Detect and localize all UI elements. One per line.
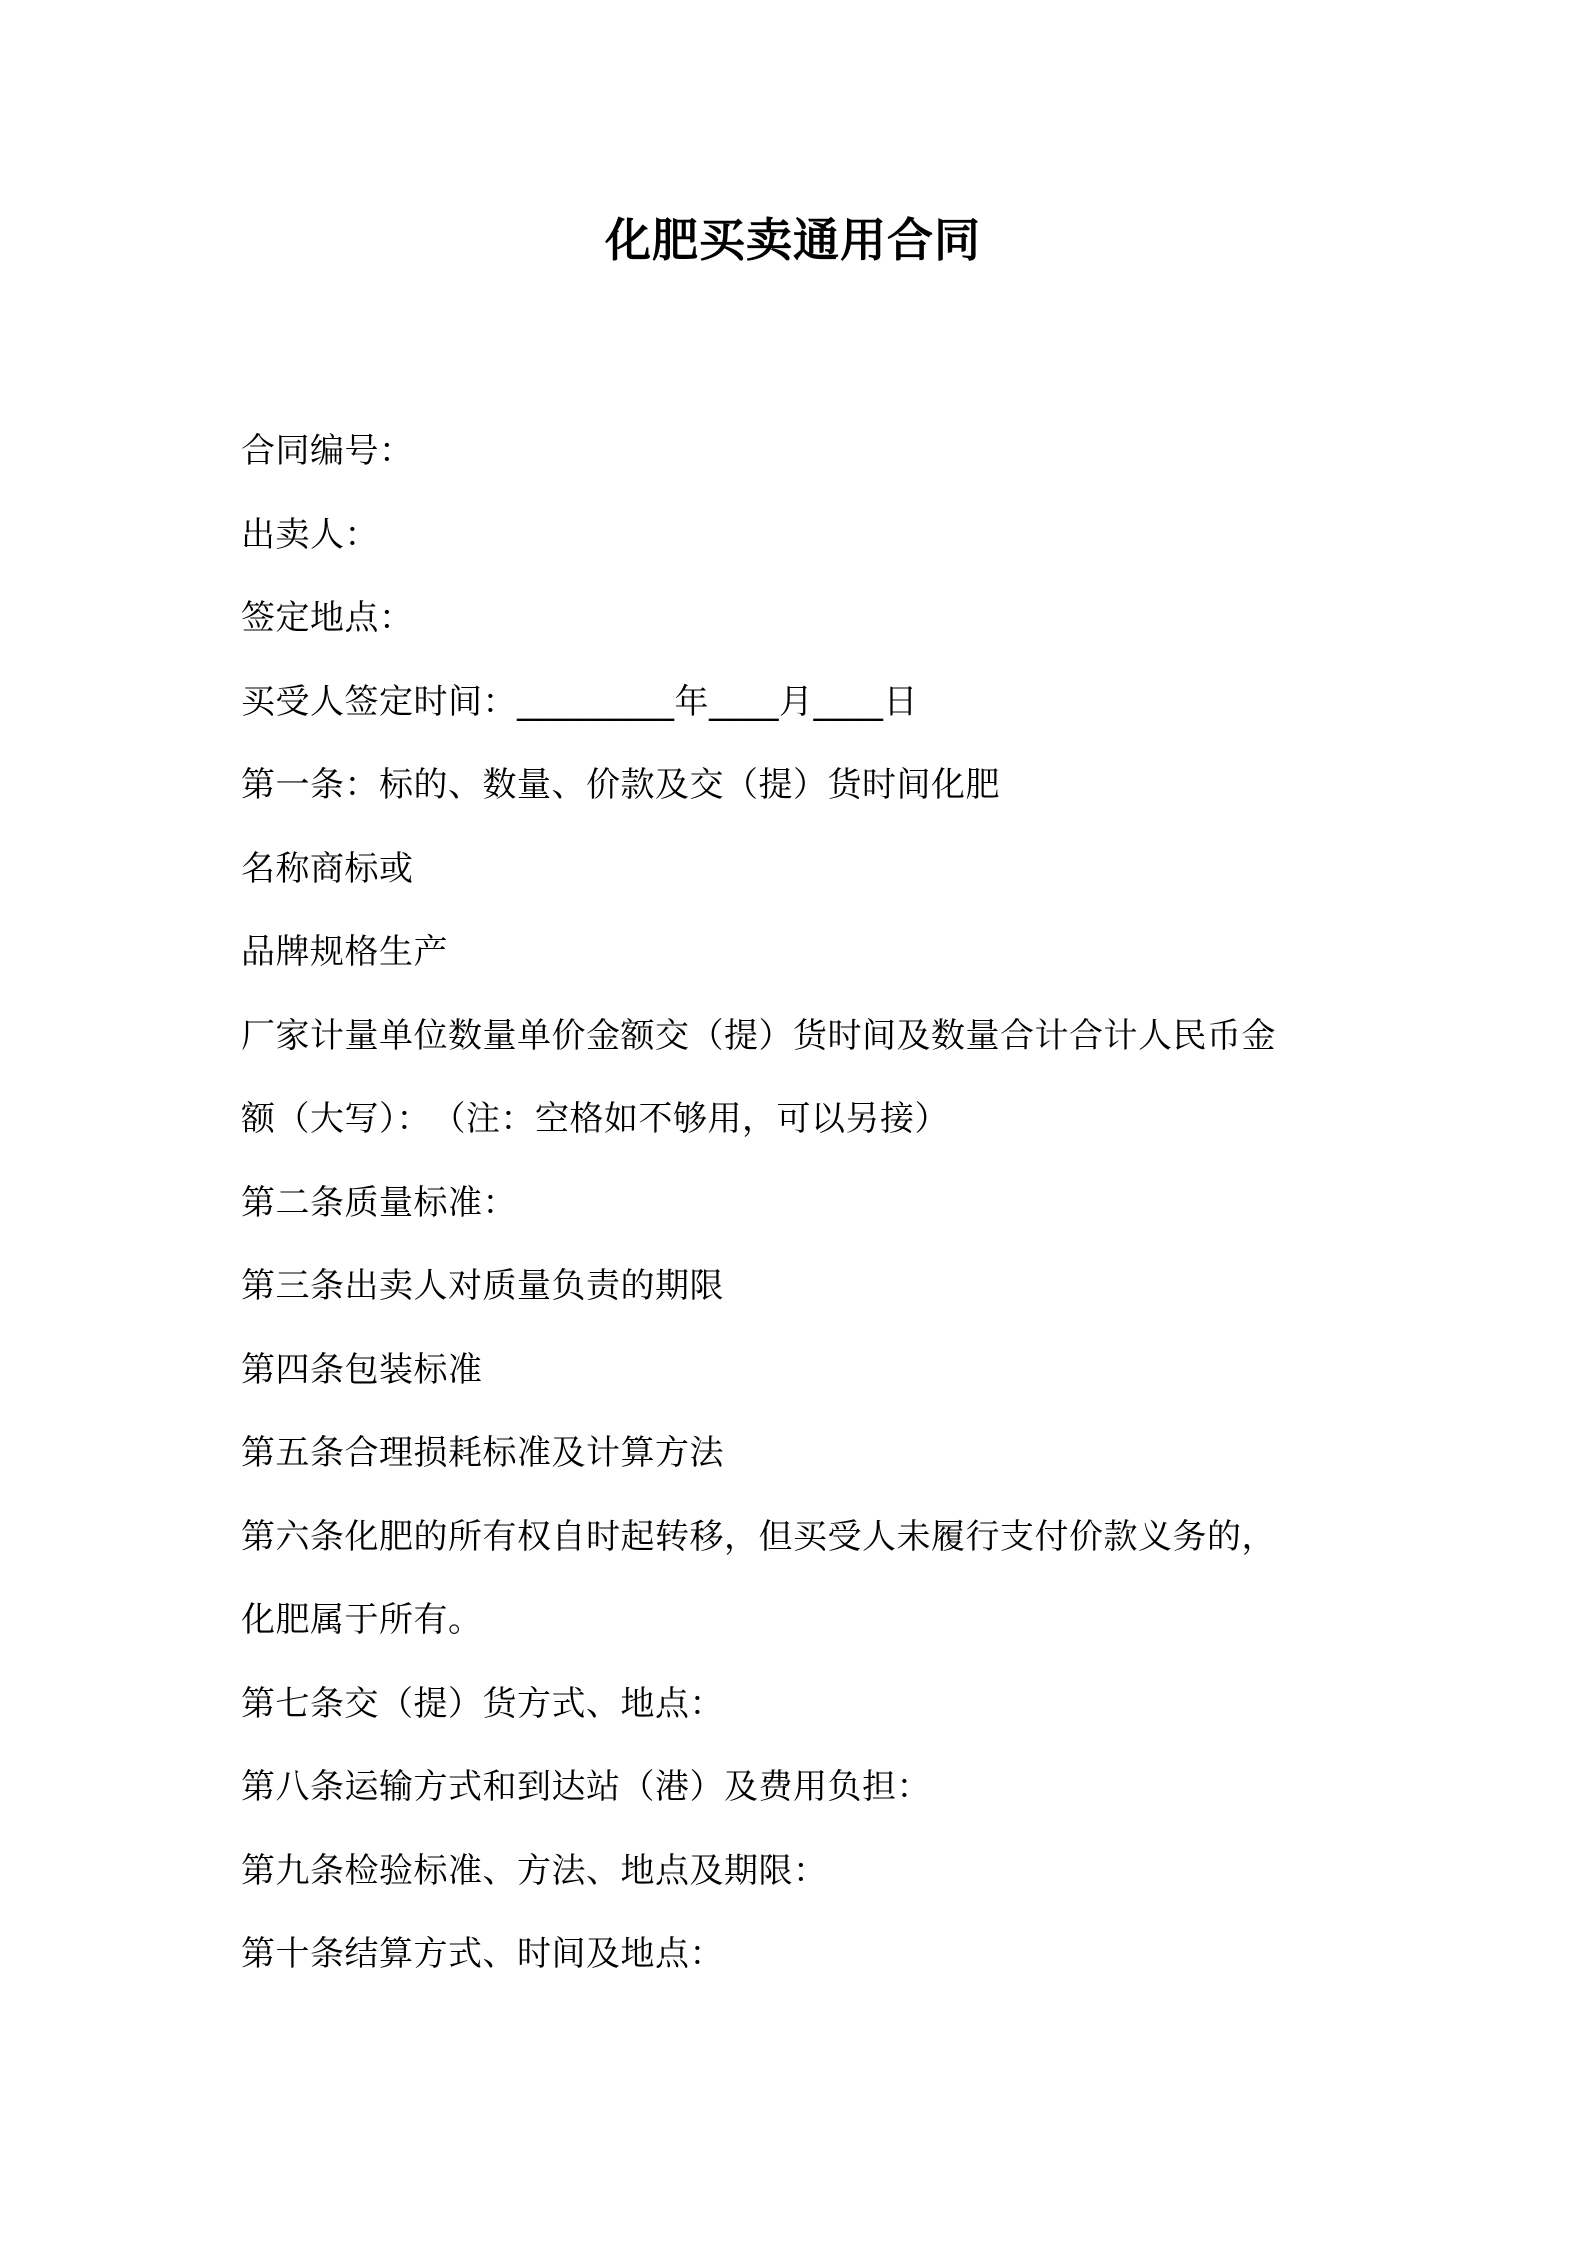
article-6-line-2: 化肥属于所有。 (241, 1600, 483, 1640)
article-1-line: 第一条：标的、数量、价款及交（提）货时间化肥 (241, 765, 1000, 805)
article-10-line: 第十条结算方式、时间及地点： (241, 1934, 724, 1974)
contract-body (241, 410, 1381, 1997)
article-5-line: 第五条合理损耗标准及计算方法 (241, 1433, 724, 1473)
signing-place-line: 签定地点： (241, 598, 414, 638)
article-6-line: 第六条化肥的所有权自时起转移，但买受人未履行支付价款义务的， (241, 1516, 1276, 1557)
article-9-line: 第九条检验标准、方法、地点及期限： (241, 1850, 828, 1891)
article-4-line: 第四条包装标准 (241, 1349, 483, 1390)
article-1-line-5: 额（大写）： （注：空格如不够用，可以另接） (241, 1099, 949, 1139)
article-7-line: 第七条交（提）货方式、地点： (241, 1683, 724, 1724)
seller-line: 出卖人： (241, 514, 379, 555)
document-title: 化肥买卖通用合同 (605, 213, 981, 267)
article-8-line: 第八条运输方式和到达站（港）及费用负担： (241, 1767, 931, 1807)
article-3-line: 第三条出卖人对质量负责的期限 (241, 1266, 724, 1306)
article-1-line-2: 名称商标或 (241, 848, 414, 889)
contract-number-line: 合同编号： (241, 431, 414, 471)
article-1-line-3: 品牌规格生产 (241, 932, 448, 972)
article-2-line: 第二条质量标准： (241, 1182, 517, 1223)
buyer-signing-time-line: 买受人签定时间：_________年____月____日 (241, 681, 918, 722)
article-1-line-4: 厂家计量单位数量单价金额交（提）货时间及数量合计合计人民币金 (241, 1015, 1276, 1056)
